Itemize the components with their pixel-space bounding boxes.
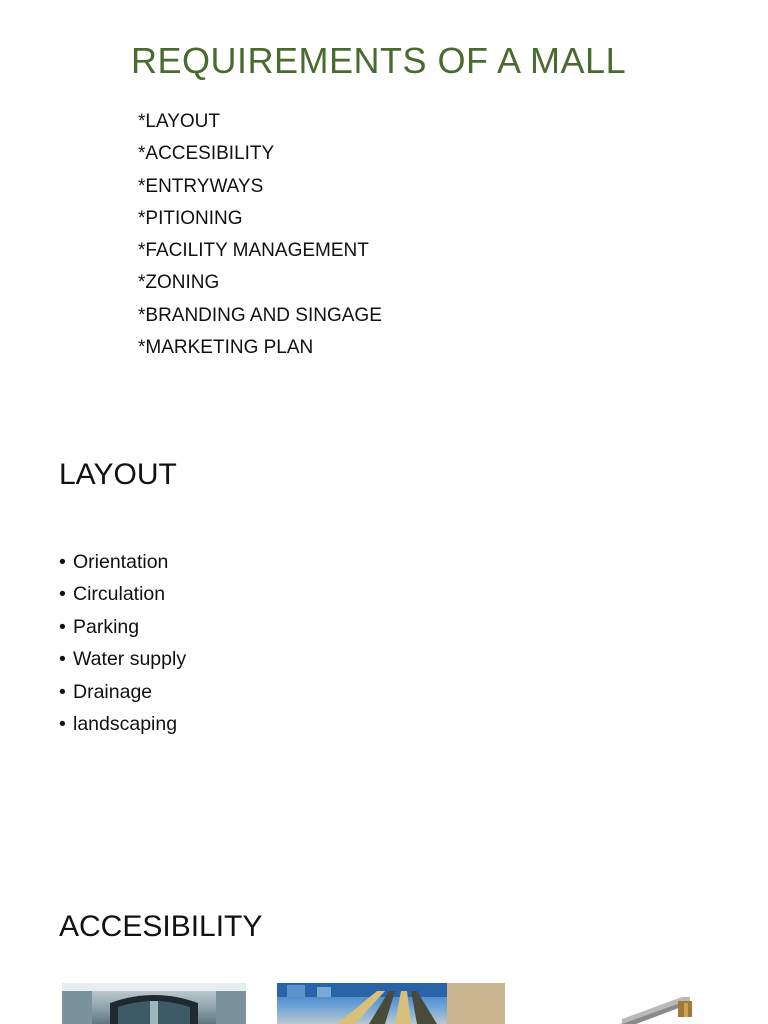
elevator-photo	[62, 983, 246, 1024]
page-title: REQUIREMENTS OF A MALL	[131, 40, 627, 81]
list-item-label: Orientation	[73, 551, 169, 573]
bullet-icon: •	[59, 583, 66, 606]
elevator-illustration-icon	[62, 983, 246, 1024]
ramp-illustration-icon	[600, 983, 712, 1024]
list-item: *ACCESIBILITY	[138, 143, 275, 165]
requirements-list	[138, 108, 382, 366]
layout-heading: LAYOUT	[59, 458, 177, 491]
list-item: *FACILITY MANAGEMENT	[138, 240, 369, 262]
accessibility-heading: ACCESIBILITY	[59, 910, 263, 943]
bullet-icon: •	[59, 615, 66, 638]
list-item-label: Parking	[73, 615, 140, 638]
list-item	[59, 547, 186, 579]
bullet-icon: •	[59, 551, 66, 573]
escalator-illustration-icon	[277, 983, 505, 1024]
list-item-label: Drainage	[73, 680, 153, 703]
list-item: *PITIONING	[138, 207, 243, 229]
list-item: *LAYOUT	[138, 111, 221, 132]
bullet-icon: •	[59, 680, 66, 703]
ramp-photo	[600, 983, 712, 1024]
list-item-label: landscaping	[73, 712, 178, 735]
list-item: *ZONING	[138, 272, 220, 294]
list-item	[59, 709, 186, 741]
list-item	[59, 612, 186, 644]
list-item: *MARKETING PLAN	[138, 337, 314, 359]
list-item	[59, 677, 186, 709]
escalator-photo	[277, 983, 505, 1024]
bullet-icon: •	[59, 712, 66, 735]
list-item-label: Circulation	[73, 583, 166, 606]
bullet-icon: •	[59, 648, 66, 671]
list-item	[59, 644, 186, 676]
list-item: *BRANDING AND SINGAGE	[138, 304, 382, 326]
list-item-label: Water supply	[73, 648, 187, 671]
list-item	[59, 579, 186, 611]
layout-bullet-list	[59, 547, 186, 741]
list-item: *ENTRYWAYS	[138, 175, 264, 197]
